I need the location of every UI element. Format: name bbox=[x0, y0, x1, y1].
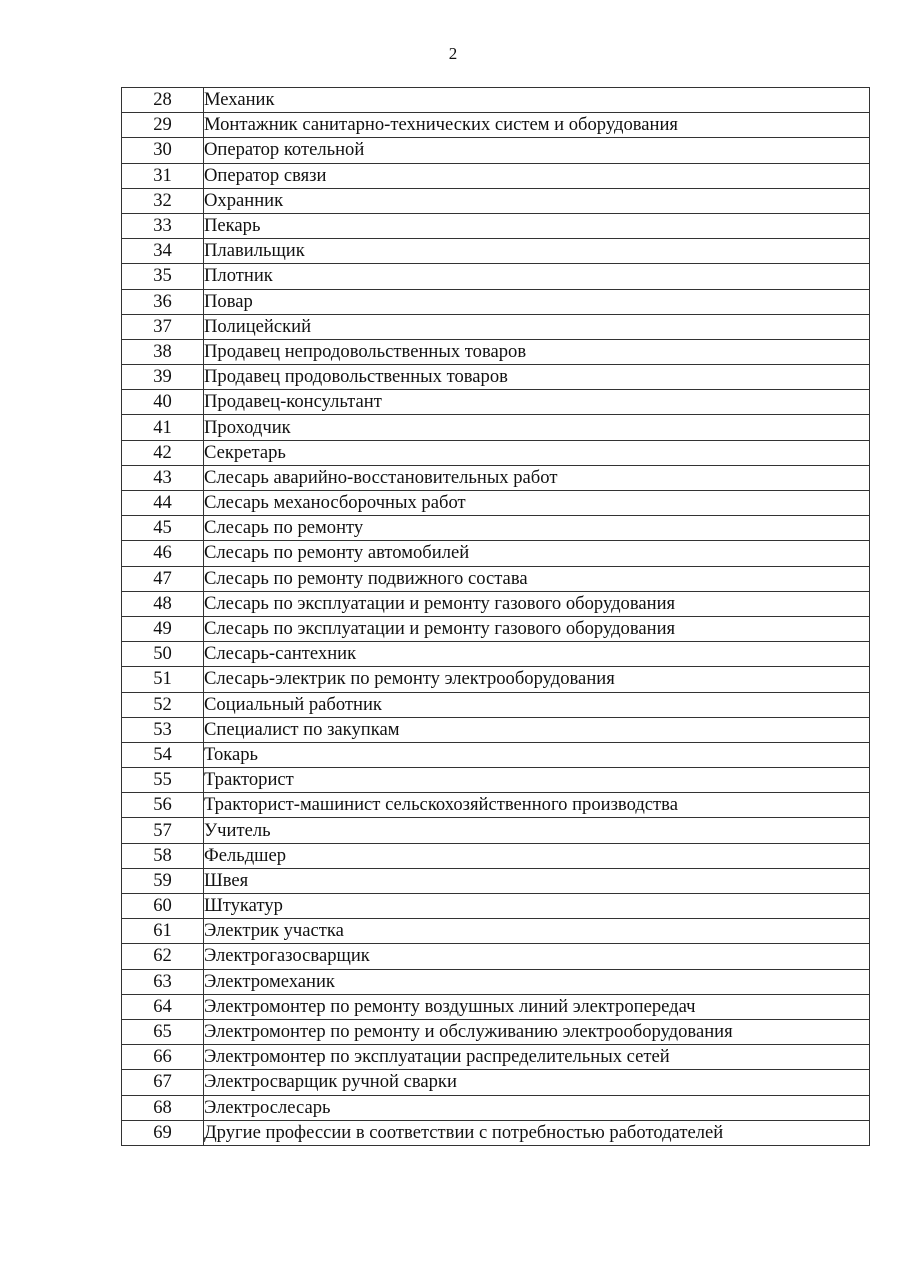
table-row bbox=[122, 1019, 870, 1044]
row-number: 47 bbox=[122, 566, 204, 591]
profession-name: Электромонтер по эксплуатации распределительных сетей bbox=[204, 1045, 870, 1070]
profession-name: Слесарь по ремонту автомобилей bbox=[204, 541, 870, 566]
profession-name: Электромонтер по ремонту и обслуживанию электрооборудования bbox=[204, 1019, 870, 1044]
profession-name: Фельдшер bbox=[204, 843, 870, 868]
profession-name: Электрослесарь bbox=[204, 1095, 870, 1120]
row-number: 39 bbox=[122, 365, 204, 390]
table-row bbox=[122, 138, 870, 163]
row-number: 45 bbox=[122, 516, 204, 541]
profession-name: Штукатур bbox=[204, 894, 870, 919]
profession-name: Электромеханик bbox=[204, 969, 870, 994]
row-number: 48 bbox=[122, 591, 204, 616]
row-number: 37 bbox=[122, 314, 204, 339]
table-row bbox=[122, 415, 870, 440]
row-number: 61 bbox=[122, 919, 204, 944]
profession-name: Слесарь по эксплуатации и ремонту газового оборудования bbox=[204, 616, 870, 641]
table-row bbox=[122, 1120, 870, 1145]
table-row bbox=[122, 491, 870, 516]
table-row bbox=[122, 642, 870, 667]
row-number: 55 bbox=[122, 768, 204, 793]
professions-table-body bbox=[122, 88, 870, 1146]
profession-name: Продавец-консультант bbox=[204, 390, 870, 415]
row-number: 67 bbox=[122, 1070, 204, 1095]
table-row bbox=[122, 314, 870, 339]
table-row bbox=[122, 213, 870, 238]
row-number: 63 bbox=[122, 969, 204, 994]
profession-name: Слесарь аварийно-восстановительных работ bbox=[204, 465, 870, 490]
row-number: 69 bbox=[122, 1120, 204, 1145]
table-row bbox=[122, 894, 870, 919]
row-number: 57 bbox=[122, 818, 204, 843]
table-row bbox=[122, 440, 870, 465]
row-number: 41 bbox=[122, 415, 204, 440]
row-number: 52 bbox=[122, 692, 204, 717]
table-row bbox=[122, 1070, 870, 1095]
profession-name: Электросварщик ручной сварки bbox=[204, 1070, 870, 1095]
row-number: 28 bbox=[122, 88, 204, 113]
profession-name: Слесарь по ремонту подвижного состава bbox=[204, 566, 870, 591]
row-number: 53 bbox=[122, 717, 204, 742]
profession-name: Секретарь bbox=[204, 440, 870, 465]
row-number: 64 bbox=[122, 994, 204, 1019]
profession-name: Специалист по закупкам bbox=[204, 717, 870, 742]
profession-name: Слесарь по ремонту bbox=[204, 516, 870, 541]
row-number: 30 bbox=[122, 138, 204, 163]
row-number: 34 bbox=[122, 239, 204, 264]
row-number: 54 bbox=[122, 742, 204, 767]
table-row bbox=[122, 188, 870, 213]
row-number: 68 bbox=[122, 1095, 204, 1120]
row-number: 32 bbox=[122, 188, 204, 213]
profession-name: Электрик участка bbox=[204, 919, 870, 944]
table-row bbox=[122, 264, 870, 289]
table-row bbox=[122, 768, 870, 793]
table-row bbox=[122, 88, 870, 113]
profession-name: Повар bbox=[204, 289, 870, 314]
table-row bbox=[122, 516, 870, 541]
row-number: 40 bbox=[122, 390, 204, 415]
table-row bbox=[122, 163, 870, 188]
row-number: 43 bbox=[122, 465, 204, 490]
table-row bbox=[122, 843, 870, 868]
row-number: 50 bbox=[122, 642, 204, 667]
table-row bbox=[122, 692, 870, 717]
page-number: 2 bbox=[448, 44, 458, 63]
row-number: 29 bbox=[122, 113, 204, 138]
row-number: 51 bbox=[122, 667, 204, 692]
row-number: 36 bbox=[122, 289, 204, 314]
row-number: 59 bbox=[122, 868, 204, 893]
table-row bbox=[122, 969, 870, 994]
table-row bbox=[122, 289, 870, 314]
profession-name: Швея bbox=[204, 868, 870, 893]
row-number: 33 bbox=[122, 213, 204, 238]
table-row bbox=[122, 994, 870, 1019]
table-row bbox=[122, 339, 870, 364]
profession-name: Продавец продовольственных товаров bbox=[204, 365, 870, 390]
row-number: 38 bbox=[122, 339, 204, 364]
row-number: 58 bbox=[122, 843, 204, 868]
table-row bbox=[122, 818, 870, 843]
table-row bbox=[122, 868, 870, 893]
profession-name: Плавильщик bbox=[204, 239, 870, 264]
table-row bbox=[122, 541, 870, 566]
profession-name: Слесарь механосборочных работ bbox=[204, 491, 870, 516]
row-number: 31 bbox=[122, 163, 204, 188]
profession-name: Слесарь по эксплуатации и ремонту газового оборудования bbox=[204, 591, 870, 616]
profession-name: Монтажник санитарно-технических систем и оборудования bbox=[204, 113, 870, 138]
profession-name: Тракторист bbox=[204, 768, 870, 793]
row-number: 35 bbox=[122, 264, 204, 289]
profession-name: Социальный работник bbox=[204, 692, 870, 717]
table-row bbox=[122, 239, 870, 264]
profession-name: Оператор связи bbox=[204, 163, 870, 188]
profession-name: Пекарь bbox=[204, 213, 870, 238]
row-number: 62 bbox=[122, 944, 204, 969]
table-row bbox=[122, 1095, 870, 1120]
table-row bbox=[122, 1045, 870, 1070]
table-row bbox=[122, 944, 870, 969]
table-row bbox=[122, 113, 870, 138]
profession-name: Тракторист-машинист сельскохозяйственного производства bbox=[204, 793, 870, 818]
profession-name: Слесарь-электрик по ремонту электрооборудования bbox=[204, 667, 870, 692]
profession-name: Проходчик bbox=[204, 415, 870, 440]
profession-name: Электромонтер по ремонту воздушных линий электропередач bbox=[204, 994, 870, 1019]
professions-table bbox=[121, 87, 870, 1146]
profession-name: Электрогазосварщик bbox=[204, 944, 870, 969]
profession-name: Полицейский bbox=[204, 314, 870, 339]
profession-name: Оператор котельной bbox=[204, 138, 870, 163]
profession-name: Токарь bbox=[204, 742, 870, 767]
table-row bbox=[122, 566, 870, 591]
row-number: 56 bbox=[122, 793, 204, 818]
row-number: 65 bbox=[122, 1019, 204, 1044]
table-row bbox=[122, 742, 870, 767]
table-row bbox=[122, 717, 870, 742]
table-row bbox=[122, 465, 870, 490]
table-row bbox=[122, 390, 870, 415]
table-row bbox=[122, 667, 870, 692]
profession-name: Механик bbox=[204, 88, 870, 113]
profession-name: Учитель bbox=[204, 818, 870, 843]
table-row bbox=[122, 919, 870, 944]
row-number: 49 bbox=[122, 616, 204, 641]
profession-name: Другие профессии в соответствии с потребностью работодателей bbox=[204, 1120, 870, 1145]
profession-name: Продавец непродовольственных товаров bbox=[204, 339, 870, 364]
row-number: 60 bbox=[122, 894, 204, 919]
profession-name: Охранник bbox=[204, 188, 870, 213]
row-number: 42 bbox=[122, 440, 204, 465]
row-number: 44 bbox=[122, 491, 204, 516]
row-number: 66 bbox=[122, 1045, 204, 1070]
row-number: 46 bbox=[122, 541, 204, 566]
profession-name: Слесарь-сантехник bbox=[204, 642, 870, 667]
table-row bbox=[122, 365, 870, 390]
profession-name: Плотник bbox=[204, 264, 870, 289]
table-row bbox=[122, 616, 870, 641]
table-row bbox=[122, 793, 870, 818]
table-row bbox=[122, 591, 870, 616]
